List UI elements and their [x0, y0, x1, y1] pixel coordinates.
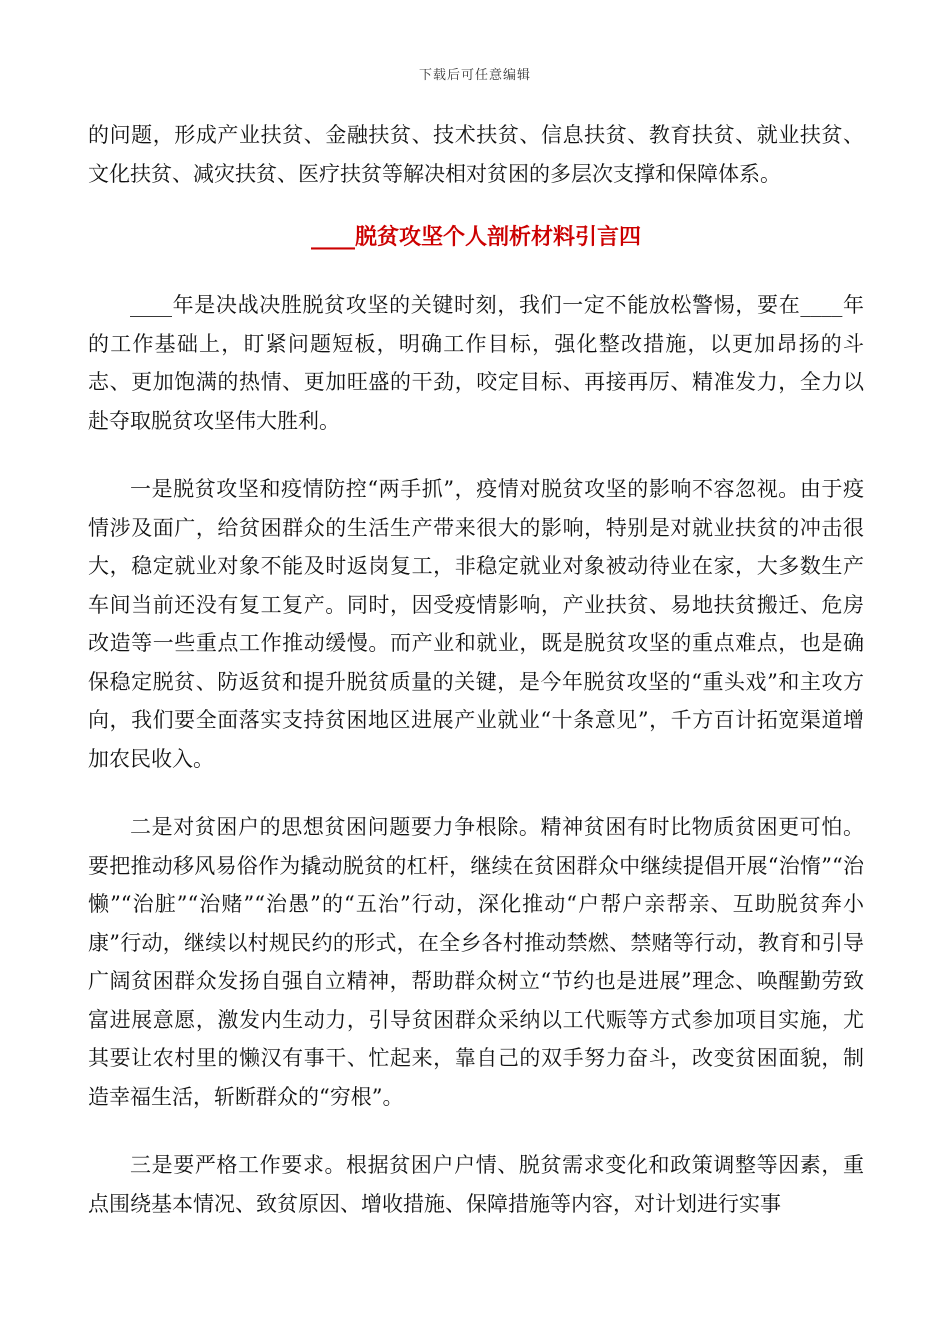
paragraph-point-one: 一是脱贫攻坚和疫情防控“两手抓”，疫情对脱贫攻坚的影响不容忽视。由于疫情涉及面广，给贫困群众的生活生产带来很大的影响，特别是对就业扶贫的冲击很大，稳定就业对象不能及时返岗复工，非稳定就业对象被动待业在家，大多数生产车间当前还没有复工复产。同时，因受疫情影响，产业扶贫、易地扶贫搬迁、危房改造等一些重点工作推动缓慢。而产业和就业，既是脱贫攻坚的重点难点，也是确保稳定脱贫、防返贫和提升脱贫质量的关键，是今年脱贫攻坚的“重头戏”和主攻方向，我们要全面落实支持贫困地区进展产业就业“十条意见”，千方百计拓宽渠道增加农民收入。 — [88, 477, 864, 771]
section-heading: ____脱贫攻坚个人剖析材料引言四 — [310, 224, 641, 250]
paragraph-point-two: 二是对贫困户的思想贫困问题要力争根除。精神贫困有时比物质贫困更可怕。要把推动移风易俗作为撬动脱贫的杠杆，继续在贫困群众中继续提倡开展“治惰”“治懒”“治脏”“治赌”“治愚”的“五治”行动，深化推动“户帮户亲帮亲、互助脱贫奔小康”行动，继续以村规民约的形式，在全乡各村推动禁燃、禁赌等行动，教育和引导广阔贫困群众发扬自强自立精神，帮助群众树立“节约也是进展”理念、唤醒勤劳致富进展意愿，激发内生动力，引导贫困群众采纳以工代赈等方式参加项目实施，尤其要让农村里的懒汉有事干、忙起来，靠自己的双手努力奋斗，改变贫困面貌，制造幸福生活，斩断群众的“穷根”。 — [88, 815, 864, 1109]
paragraph-gap — [88, 1116, 864, 1146]
document-body — [88, 116, 864, 1223]
paragraph-gap — [88, 440, 864, 470]
paragraph-gap — [88, 778, 864, 808]
paragraph-continuation: 的问题，形成产业扶贫、金融扶贫、技术扶贫、信息扶贫、教育扶贫、就业扶贫、文化扶贫、减灾扶贫、医疗扶贫等解决相对贫困的多层次支撑和保障体系。 — [88, 123, 864, 186]
page-header: 下载后可任意编辑 — [418, 68, 531, 83]
paragraph-point-three: 三是要严格工作要求。根据贫困户户情、脱贫需求变化和政策调整等因素，重点围绕基本情况、致贫原因、增收措施、保障措施等内容，对计划进行实事 — [88, 1153, 864, 1216]
paragraph-intro: ____年是决战决胜脱贫攻坚的关键时刻，我们一定不能放松警惕，要在____年的工作基础上，盯紧问题短板，明确工作目标，强化整改措施，以更加昂扬的斗志、更加饱满的热情、更加旺盛的干劲，咬定目标、再接再厉、精准发力，全力以赴夺取脱贫攻坚伟大胜利。 — [88, 293, 864, 433]
